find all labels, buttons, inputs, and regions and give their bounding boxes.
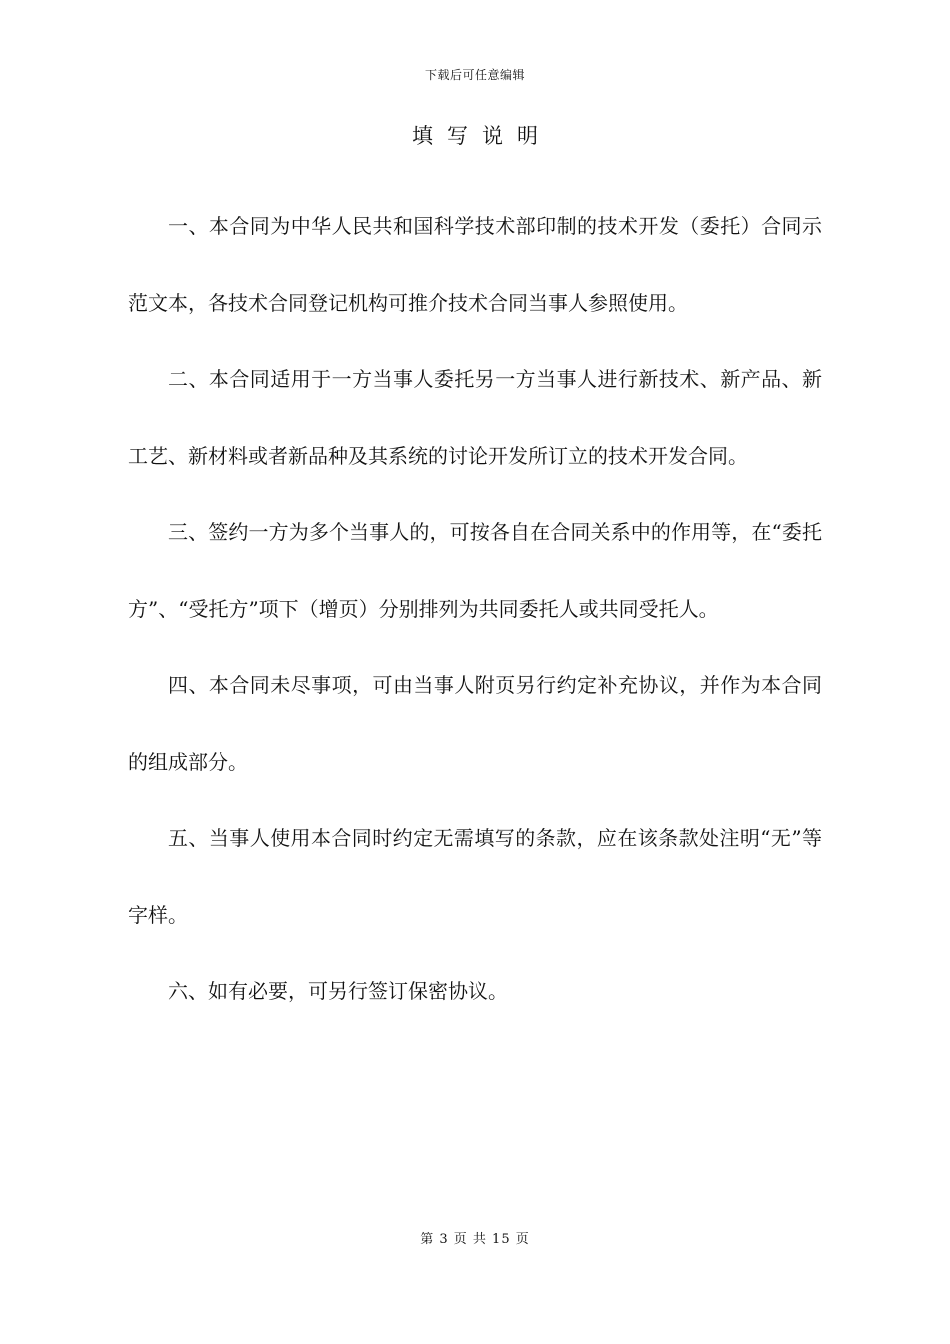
instructions-body	[128, 188, 822, 1030]
instruction-paragraph-3: 三、签约一方为多个当事人的，可按各自在合同关系中的作用等，在“委托方”、“受托方”项下（增页）分别排列为共同委托人或共同受托人。	[128, 520, 822, 621]
instruction-paragraph-4: 四、本合同未尽事项，可由当事人附页另行约定补充协议，并作为本合同的组成部分。	[128, 673, 822, 774]
instruction-paragraph-5: 五、当事人使用本合同时约定无需填写的条款，应在该条款处注明“无”等字样。	[128, 826, 822, 927]
document-title: 填写说明	[412, 124, 552, 148]
instruction-paragraph-2: 二、本合同适用于一方当事人委托另一方当事人进行新技术、新产品、新工艺、新材料或者新品种及其系统的讨论开发所订立的技术开发合同。	[128, 367, 822, 468]
page-number-footer: 第 3 页 共 15 页	[420, 1232, 530, 1247]
page-header-note: 下载后可任意编辑	[424, 68, 525, 82]
instruction-paragraph-1: 一、本合同为中华人民共和国科学技术部印制的技术开发（委托）合同示范文本，各技术合同登记机构可推介技术合同当事人参照使用。	[128, 214, 822, 315]
instruction-paragraph-6: 六、如有必要，可另行签订保密协议。	[168, 979, 508, 1003]
